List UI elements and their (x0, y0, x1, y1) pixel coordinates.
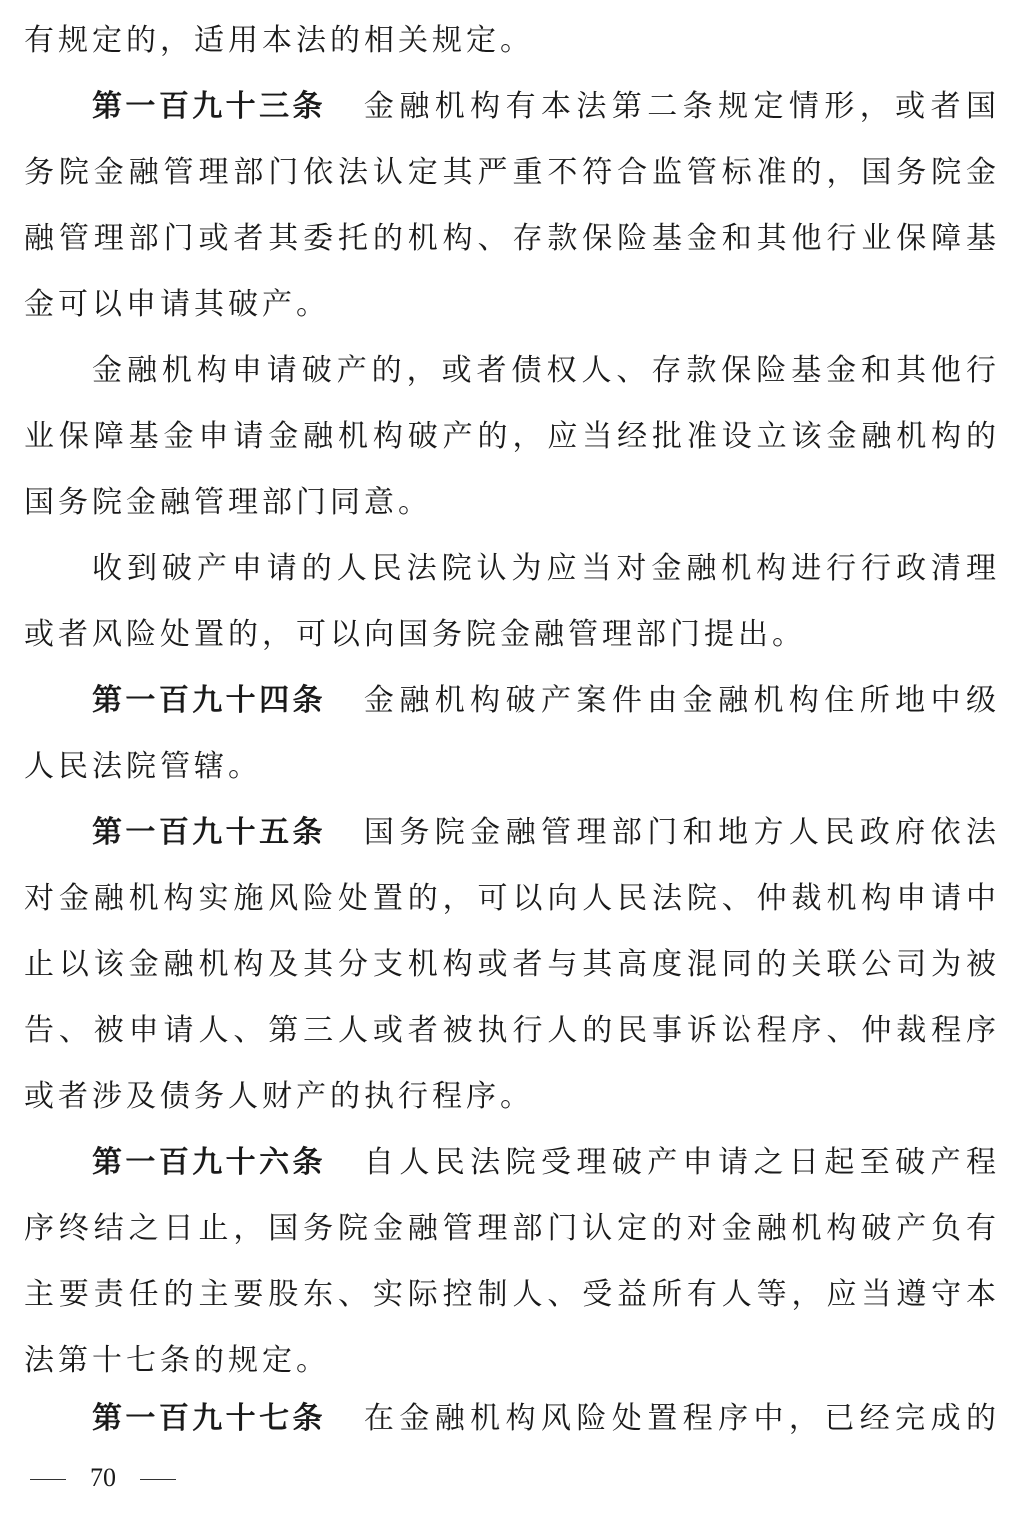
article-number: 第一百九十六条 (92, 1145, 326, 1180)
text-line: 止以该金融机构及其分支机构或者与其高度混同的关联公司为被 (24, 947, 1000, 982)
text-line: 序终结之日止，国务院金融管理部门认定的对金融机构破产负有 (24, 1211, 1000, 1246)
text-line: 国务院金融管理部门同意。 (24, 485, 432, 520)
article-194-heading: 第一百九十四条 金融机构破产案件由金融机构住所地中级 (92, 683, 1000, 718)
paragraph-start: 收到破产申请的人民法院认为应当对金融机构进行行政清理 (92, 551, 1000, 586)
page-number: 70 (90, 1463, 116, 1492)
article-number: 第一百九十五条 (92, 815, 326, 850)
text-line: 有规定的，适用本法的相关规定。 (24, 23, 534, 58)
article-195-heading: 第一百九十五条 国务院金融管理部门和地方人民政府依法 (92, 815, 1000, 850)
article-197-heading: 第一百九十七条 在金融机构风险处置程序中，已经完成的 (92, 1401, 1000, 1436)
text-line: 或者涉及债务人财产的执行程序。 (24, 1079, 534, 1114)
article-number: 第一百九十三条 (92, 89, 326, 124)
text-line: 业保障基金申请金融机构破产的，应当经批准设立该金融机构的 (24, 419, 1000, 454)
page-footer (30, 1458, 176, 1498)
text-line: 务院金融管理部门依法认定其严重不符合监管标准的，国务院金 (24, 155, 1000, 190)
text-line: 人民法院管辖。 (24, 749, 262, 784)
text-line: 对金融机构实施风险处置的，可以向人民法院、仲裁机构申请中 (24, 881, 1000, 916)
text-line: 或者风险处置的，可以向国务院金融管理部门提出。 (24, 617, 806, 652)
text-line: 告、被申请人、第三人或者被执行人的民事诉讼程序、仲裁程序 (24, 1013, 1000, 1048)
article-196-heading: 第一百九十六条 自人民法院受理破产申请之日起至破产程 (92, 1145, 1000, 1180)
article-number: 第一百九十四条 (92, 683, 326, 718)
text-line: 融管理部门或者其委托的机构、存款保险基金和其他行业保障基 (24, 221, 1000, 256)
paragraph-start: 金融机构申请破产的，或者债权人、存款保险基金和其他行 (92, 353, 1000, 388)
footer-dash-right (140, 1479, 176, 1480)
footer-dash-left (30, 1479, 66, 1480)
text-line: 金可以申请其破产。 (24, 287, 330, 322)
article-193-heading: 第一百九十三条 金融机构有本法第二条规定情形，或者国 (92, 89, 1000, 124)
article-number: 第一百九十七条 (92, 1401, 326, 1436)
text-line: 法第十七条的规定。 (24, 1343, 330, 1378)
text-line: 主要责任的主要股东、实际控制人、受益所有人等，应当遵守本 (24, 1277, 1000, 1312)
